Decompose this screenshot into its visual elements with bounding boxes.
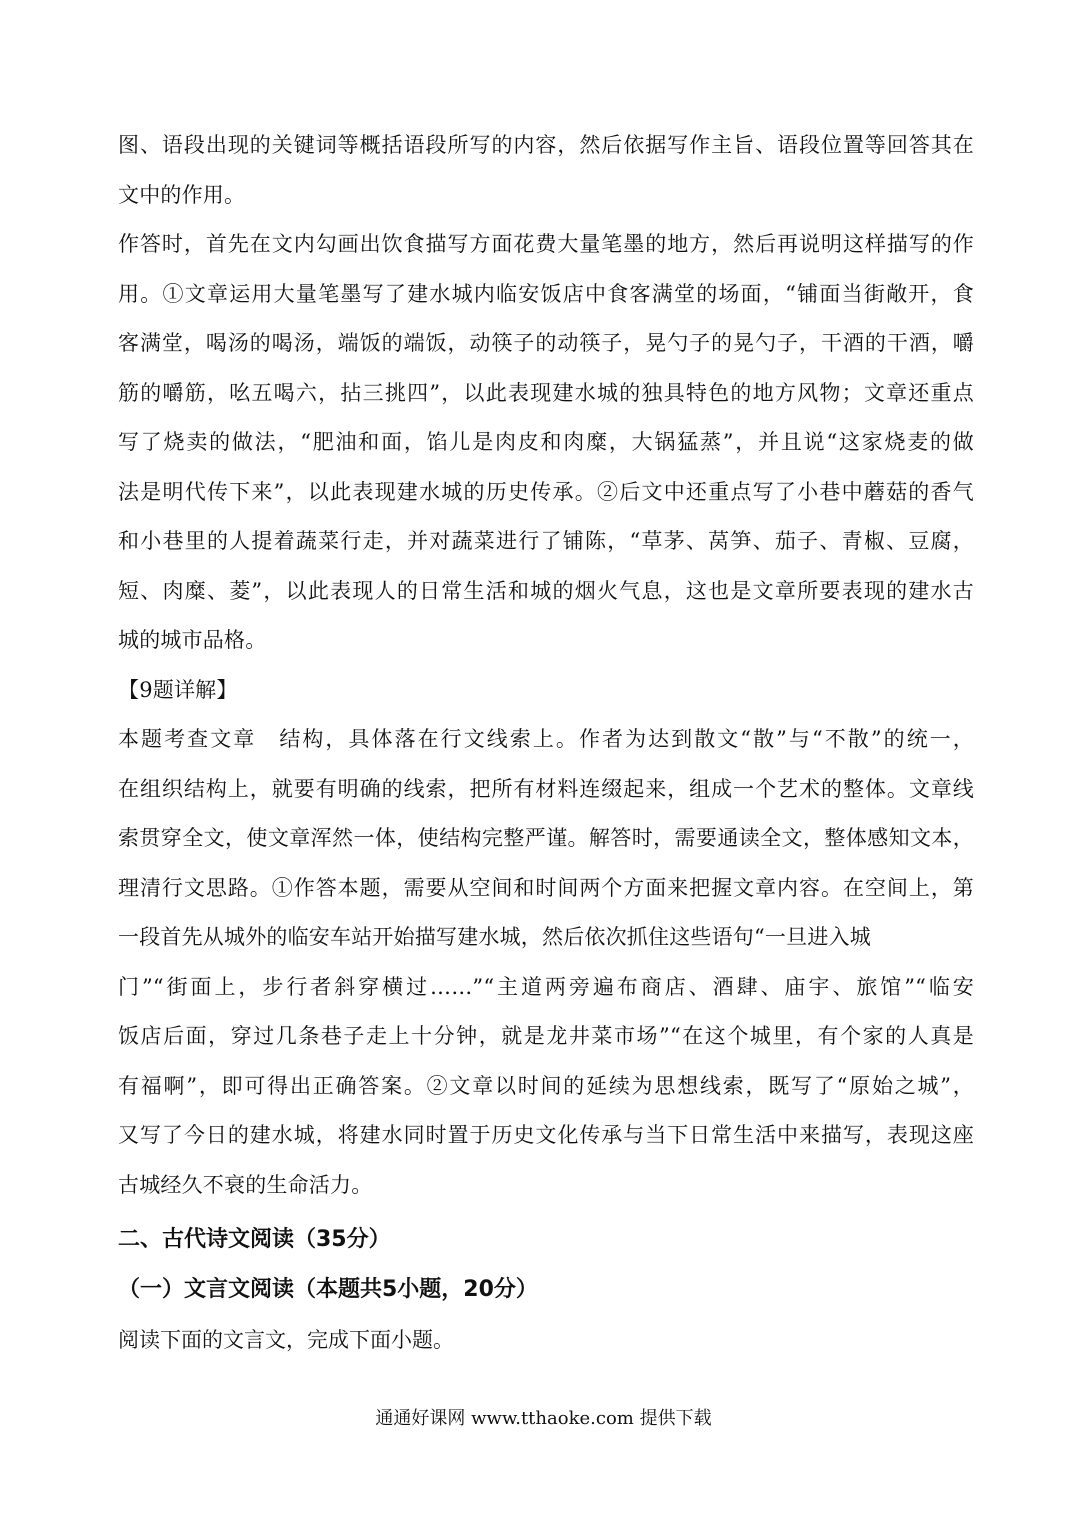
- reading-instruction: 阅读下面的文言文，完成下面小题。: [118, 1328, 454, 1352]
- text-line: 理清行文思路。①作答本题，需要从空间和时间两个方面来把握文章内容。在空间上，第: [118, 875, 974, 900]
- text-line: 门”“街面上，步行者斜穿横过……”“主道两旁遍布商店、酒肆、庙宇、旅馆”“临安: [118, 974, 974, 999]
- section-heading-classical-reading: 二、古代诗文阅读（35分）: [118, 1227, 391, 1252]
- text-line: 用。①文章运用大量笔墨写了建水城内临安饭店中食客满堂的场面，“铺面当街敞开，食: [118, 281, 974, 306]
- page-footer: 通通好课网 www.tthaoke.com 提供下载: [375, 1408, 712, 1429]
- text-line: 短、肉糜、菱”，以此表现人的日常生活和城的烟火气息，这也是文章所要表现的建水古: [118, 578, 974, 603]
- text-line: 又写了今日的建水城，将建水同时置于历史文化传承与当下日常生活中来描写，表现这座: [118, 1123, 974, 1147]
- text-line: 图、语段出现的关键词等概括语段所写的内容，然后依据写作主旨、语段位置等回答其在: [118, 133, 974, 157]
- text-line: 有福啊”，即可得出正确答案。②文章以时间的延续为思想线索，既写了“原始之城”，: [118, 1073, 974, 1098]
- question-9-detail-label: 【9题详解】: [118, 677, 238, 702]
- text-line: 文中的作用。: [118, 182, 246, 207]
- text-line: 客满堂，喝汤的喝汤，端饭的端饭，动筷子的动筷子，晃勺子的晃勺子，干酒的干酒，嚼: [118, 331, 974, 355]
- text-line: 索贯穿全文，使文章浑然一体，使结构完整严谨。解答时，需要通读全文，整体感知文本，: [118, 826, 974, 850]
- text-line: 和小巷里的人提着蔬菜行走，并对蔬菜进行了铺陈，“草茅、莴笋、茄子、青椒、豆腐，: [118, 529, 974, 553]
- answer-explanation-body: [118, 121, 974, 1210]
- text-line: 法是明代传下来”，以此表现建水城的历史传承。②后文中还重点写了小巷中蘑菇的香气: [118, 479, 974, 504]
- text-line: 筋的嚼筋，吆五喝六，拈三挑四”，以此表现建水城的独具特色的地方风物；文章还重点: [118, 380, 974, 405]
- text-line: 古城经久不衰的生命活力。: [118, 1172, 373, 1197]
- text-line: 在组织结构上，就要有明确的线索，把所有材料连缀起来，组成一个艺术的整体。文章线: [118, 776, 974, 801]
- text-line: 写了烧卖的做法，“肥油和面，馅儿是肉皮和肉糜，大锅猛蒸”，并且说“这家烧麦的做: [118, 430, 974, 454]
- subsection-heading-classical-prose: （一）文言文阅读（本题共5小题，20分）: [118, 1277, 538, 1302]
- text-line: 一段首先从城外的临安车站开始描写建水城，然后依次抓住这些语句“一旦进入城: [118, 925, 871, 949]
- text-line: 本题考查文章 结构，具体落在行文线索上。作者为达到散文“散”与“不散”的统一，: [118, 727, 974, 751]
- text-line: 城的城市品格。: [118, 628, 267, 652]
- text-line: 饭店后面，穿过几条巷子走上十分钟，就是龙井菜市场”“在这个城里，有个家的人真是: [118, 1024, 974, 1048]
- text-line: 作答时，首先在文内勾画出饮食描写方面花费大量笔墨的地方，然后再说明这样描写的作: [118, 232, 974, 256]
